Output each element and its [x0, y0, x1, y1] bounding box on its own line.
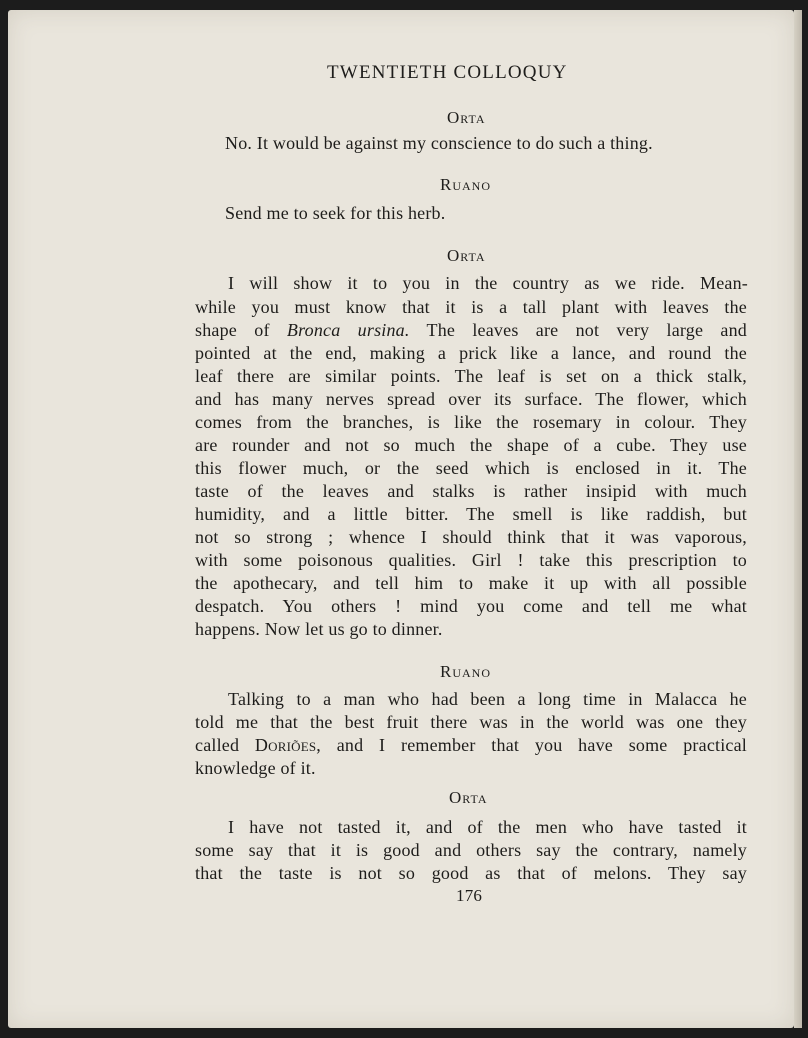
text-line: comes from the branches, is like the rosemary in colour. They [195, 412, 747, 432]
text-line [195, 320, 747, 341]
text-line: leaf there are similar points. The leaf is set on a thick stalk, [195, 366, 747, 386]
page-number: 176 [456, 886, 483, 905]
fruit-name-smallcaps: Doriões [254, 735, 317, 755]
speaker-orta: Orta [447, 246, 486, 265]
speaker-orta: Orta [447, 108, 486, 127]
text-line: Send me to seek for this herb. [225, 203, 446, 223]
text-line: are rounder and not so much the shape of a cube. They use [195, 435, 747, 455]
text-line: pointed at the end, making a prick like a lance, and round the [195, 343, 747, 363]
text-line: not so strong ; whence I should think that it was vaporous, [195, 527, 747, 547]
text-span: , and I remember that you have some practical [316, 735, 747, 755]
text-line: I will show it to you in the country as we ride. Mean- [228, 273, 748, 293]
text-line [195, 735, 747, 756]
text-line: I have not tasted it, and of the men who have tasted it [228, 817, 747, 837]
text-span: called [195, 735, 255, 755]
text-line: Talking to a man who had been a long time in Malacca he [228, 689, 747, 709]
text-line: some say that it is good and others say the contrary, namely [195, 840, 747, 860]
text-line: despatch. You others ! mind you come and tell me what [195, 596, 747, 616]
text-line: while you must know that it is a tall plant with leaves the [195, 297, 747, 317]
text-line: that the taste is not so good as that of melons. They say [195, 863, 747, 883]
text-line: knowledge of it. [195, 758, 316, 778]
plant-name-italic: Bronca ursina. [286, 320, 410, 340]
text-line: taste of the leaves and stalks is rather insipid with much [195, 481, 747, 501]
text-line: told me that the best fruit there was in the world was one they [195, 712, 747, 732]
text-line: happens. Now let us go to dinner. [195, 619, 443, 639]
text-span: The leaves are not very large and [409, 320, 747, 340]
speaker-ruano: Ruano [440, 662, 492, 681]
running-head: TWENTIETH COLLOQUY [327, 62, 568, 83]
text-line: humidity, and a little bitter. The smell is like raddish, but [195, 504, 747, 524]
speaker-ruano: Ruano [440, 175, 492, 194]
text-span: shape of [195, 320, 287, 340]
text-line: the apothecary, and tell him to make it up with all possible [195, 573, 747, 593]
speaker-orta: Orta [449, 788, 488, 807]
page-edge [794, 10, 802, 1028]
text-line: and has many nerves spread over its surface. The flower, which [195, 389, 747, 409]
text-line: No. It would be against my conscience to do such a thing. [225, 133, 653, 153]
text-line: with some poisonous qualities. Girl ! take this prescription to [195, 550, 747, 570]
text-line: this flower much, or the seed which is enclosed in it. The [195, 458, 747, 478]
